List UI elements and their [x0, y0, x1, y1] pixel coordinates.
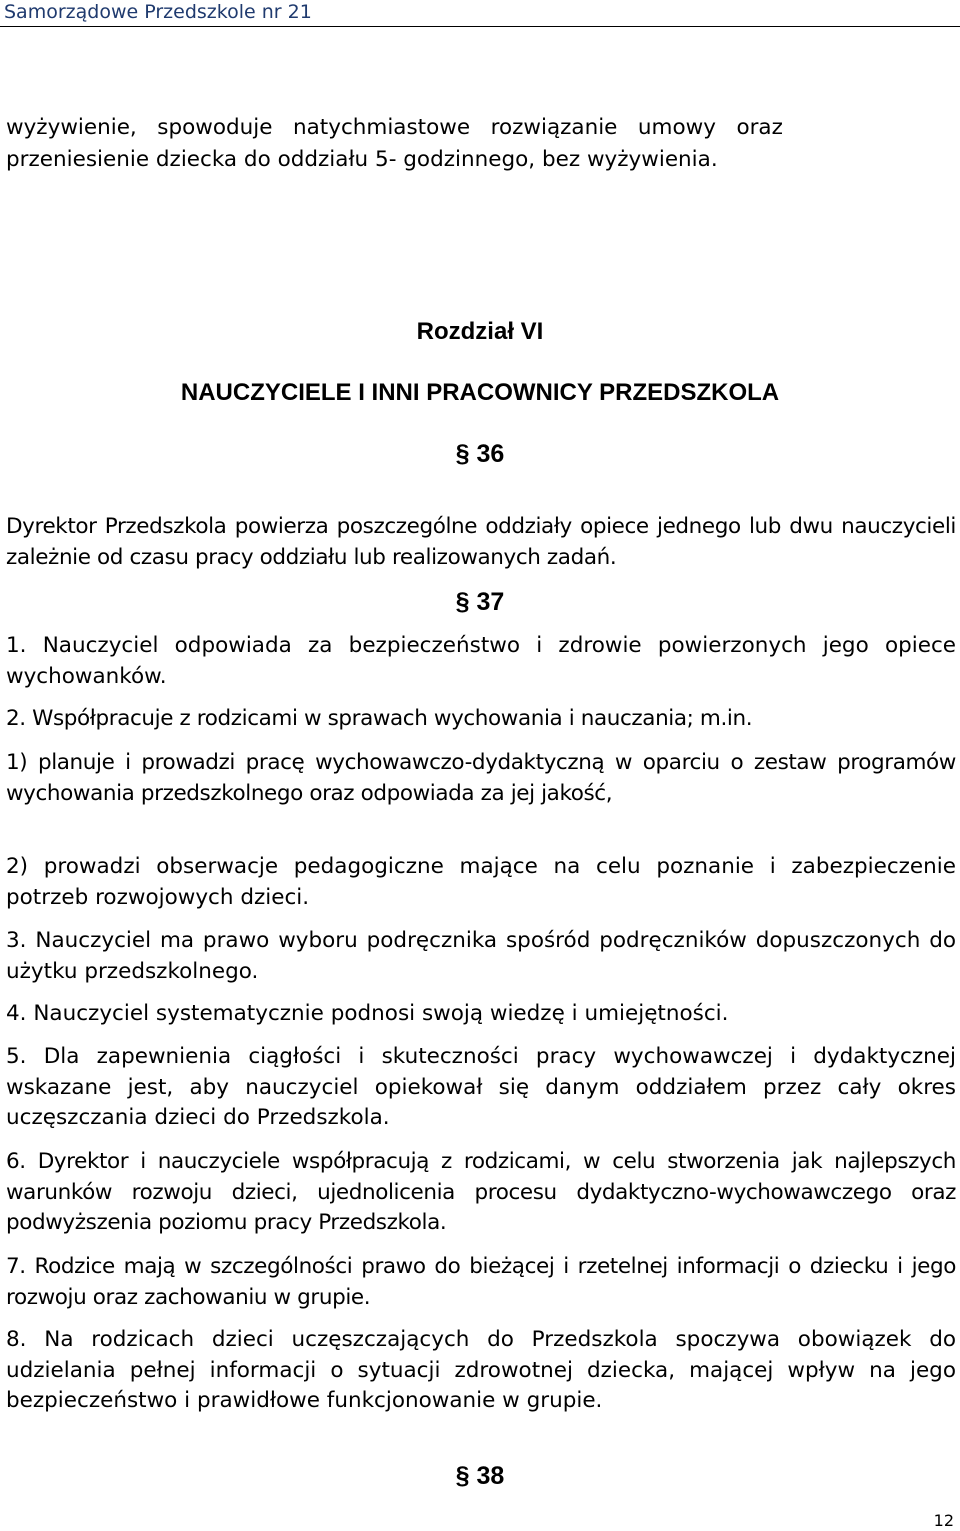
- page-number: 12: [933, 1511, 954, 1530]
- section-38-heading: § 38: [455, 1462, 505, 1490]
- item-6: 6. Dyrektor i nauczyciele współpracują z rodzicami, w celu stworzenia jak najlepszych warunków rozwoju dzieci, ujednolicenia procesu dydaktyczno-wychowawczego oraz podwyższenia poziomu pracy Przedszkola.: [6, 1149, 956, 1235]
- item-2-sub-2: 2) prowadzi obserwacje pedagogiczne mające na celu poznanie i zabezpieczenie potrzeb rozwojowych dzieci.: [6, 854, 956, 910]
- item-2: 2. Współpracuje z rodzicami w sprawach wychowania i nauczania; m.in.: [6, 706, 753, 731]
- section-37-heading: § 37: [455, 588, 505, 616]
- item-1: 1. Nauczyciel odpowiada za bezpieczeństwo i zdrowie powierzonych jego opiece wychowanków.: [6, 633, 956, 689]
- item-7: 7. Rodzice mają w szczególności prawo do bieżącej i rzetelnej informacji o dziecku i jego rozwoju oraz zachowaniu w grupie.: [6, 1254, 956, 1310]
- chapter-subtitle: NAUCZYCIELE I INNI PRACOWNICY PRZEDSZKOLA: [180, 379, 780, 406]
- item-5: 5. Dla zapewnienia ciągłości i skuteczności pracy wychowawczej i dydaktycznej wskazane jest, aby nauczyciel opiekował się danym oddziałem przez cały okres uczęszczania dzieci do Przedszkola.: [6, 1044, 956, 1130]
- section-36-text: Dyrektor Przedszkola powierza poszczególne oddziały opiece jednego lub dwu nauczycieli zależnie od czasu pracy oddziału lub realizowanych zadań.: [6, 514, 956, 570]
- item-3: 3. Nauczyciel ma prawo wyboru podręcznika spośród podręczników dopuszczonych do użytku przedszkolnego.: [6, 928, 956, 984]
- chapter-title: Rozdział VI: [416, 318, 544, 345]
- item-4: 4. Nauczyciel systematycznie podnosi swoją wiedzę i umiejętności.: [6, 1001, 729, 1026]
- header-title: Samorządowe Przedszkole nr 21: [4, 1, 312, 23]
- intro-line-1: wyżywienie, spowoduje natychmiastowe rozwiązanie umowy oraz: [6, 115, 783, 140]
- intro-line-2: przeniesienie dziecka do oddziału 5- godzinnego, bez wyżywienia.: [6, 147, 718, 172]
- item-2-sub-1: 1) planuje i prowadzi pracę wychowawczo-dydaktyczną w oparciu o zestaw programów wychowania przedszkolnego oraz odpowiada za jej jakość,: [6, 750, 956, 806]
- item-8: 8. Na rodzicach dzieci uczęszczających do Przedszkola spoczywa obowiązek do udzielania pełnej informacji o sytuacji zdrowotnej dziecka, mającej wpływ na jego bezpieczeństwo i prawidłowe funkcjonowanie w grupie.: [6, 1327, 956, 1413]
- section-36-heading: § 36: [455, 440, 505, 468]
- page-header: [0, 0, 960, 27]
